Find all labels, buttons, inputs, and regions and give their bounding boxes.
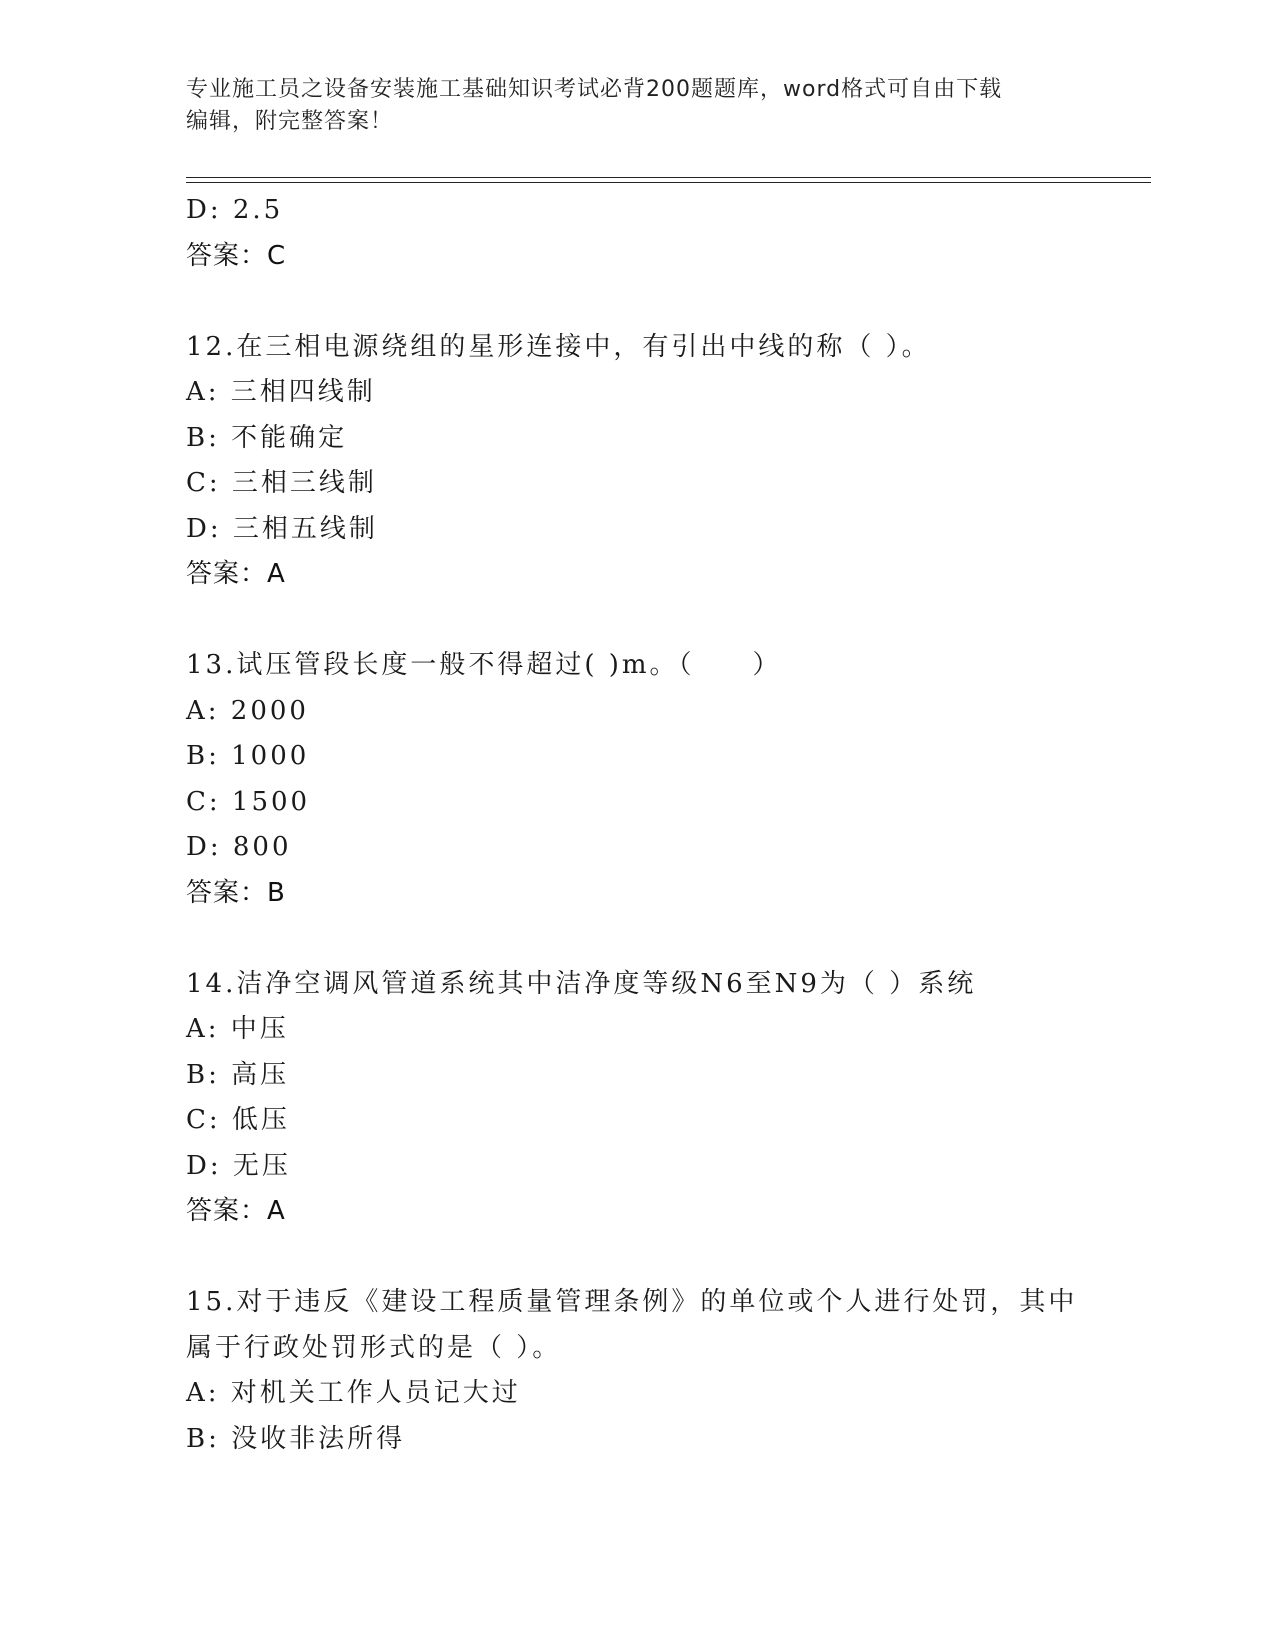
answer-line: 答案：B	[186, 877, 286, 908]
question-11-tail	[186, 188, 1086, 279]
question-stem-line-1: 15.对于违反《建设工程质量管理条例》的单位或个人进行处罚，其中	[186, 1287, 1078, 1317]
spacer	[186, 916, 1086, 962]
option-c: C: 低压	[186, 1105, 290, 1135]
question-15	[186, 1280, 1086, 1462]
option-d: D: 2.5	[186, 195, 284, 225]
option-a: A: 2000	[186, 695, 309, 726]
option-b: B: 高压	[186, 1059, 290, 1090]
header-divider-top	[186, 177, 1151, 178]
question-14	[186, 962, 1086, 1235]
option-a: A: 对机关工作人员记大过	[186, 1378, 521, 1408]
header-title-line-2: 编辑，附完整答案！	[186, 109, 394, 134]
option-b: B: 没收非法所得	[186, 1423, 406, 1454]
option-a: A: 中压	[186, 1014, 289, 1044]
spacer	[186, 598, 1086, 644]
header-title-line-1: 专业施工员之设备安装施工基础知识考试必背200题题库，word格式可自由下载	[186, 77, 1003, 102]
question-stem: 12.在三相电源绕组的星形连接中，有引出中线的称（ ）。	[186, 331, 931, 362]
question-list	[186, 188, 1086, 1462]
question-stem-line-2: 属于行政处罚形式的是（ ）。	[186, 1332, 562, 1363]
spacer	[186, 279, 1086, 325]
option-b: B: 不能确定	[186, 422, 348, 453]
option-d: D: 800	[186, 832, 292, 862]
option-a: A: 三相四线制	[186, 377, 376, 407]
header-divider-bottom	[186, 182, 1151, 183]
option-c: C: 1500	[186, 786, 311, 817]
option-d: D: 三相五线制	[186, 513, 378, 544]
answer-line: 答案：C	[186, 240, 287, 271]
option-b: B: 1000	[186, 741, 310, 771]
option-d: D: 无压	[186, 1150, 291, 1181]
page-header	[186, 74, 1066, 138]
question-stem: 13.试压管段长度一般不得超过( )m。（ ）	[186, 650, 782, 680]
question-stem: 14.洁净空调风管道系统其中洁净度等级N6至N9为（ ）系统	[186, 968, 977, 999]
answer-line: 答案：A	[186, 559, 286, 589]
option-c: C: 三相三线制	[186, 468, 377, 498]
spacer	[186, 1235, 1086, 1281]
question-13	[186, 643, 1086, 916]
answer-line: 答案：A	[186, 1196, 286, 1226]
question-12	[186, 325, 1086, 598]
